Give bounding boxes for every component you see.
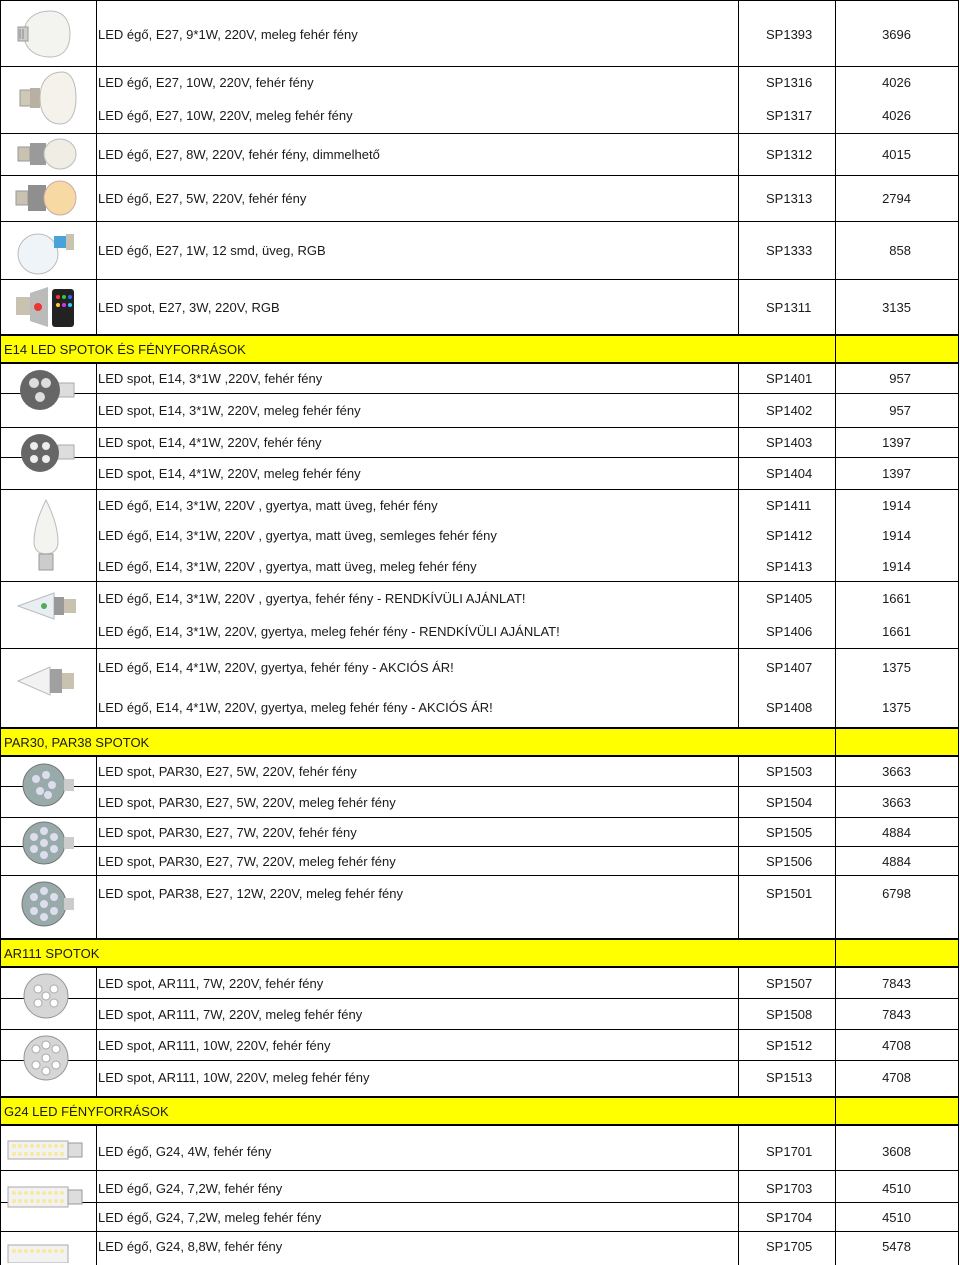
row-divider bbox=[0, 393, 958, 394]
table-row bbox=[0, 458, 958, 488]
product-code: SP1704 bbox=[766, 1209, 813, 1225]
row-divider bbox=[0, 1029, 958, 1030]
product-price: 2794 bbox=[882, 190, 911, 206]
product-price: 1914 bbox=[882, 527, 911, 543]
section-header-g24 bbox=[0, 1096, 958, 1126]
row-divider bbox=[0, 221, 958, 222]
par30-spot-image bbox=[6, 760, 86, 810]
product-description: LED spot, PAR30, E27, 7W, 220V, meleg fehér fény bbox=[98, 853, 396, 869]
product-description: LED égő, E27, 5W, 220V, fehér fény bbox=[98, 190, 307, 206]
table-row bbox=[0, 968, 958, 998]
table-row bbox=[0, 615, 958, 647]
column-divider bbox=[96, 757, 97, 938]
product-price: 3608 bbox=[882, 1143, 911, 1159]
section-title: PAR30, PAR38 SPOTOK bbox=[4, 734, 150, 750]
bulb-image bbox=[6, 178, 86, 218]
product-price: 5478 bbox=[882, 1238, 911, 1254]
table-row bbox=[0, 1232, 958, 1260]
product-price: 4510 bbox=[882, 1209, 911, 1225]
par38-spot-image bbox=[6, 878, 86, 930]
product-description: LED égő, E27, 10W, 220V, meleg fehér fény bbox=[98, 107, 353, 123]
row-divider bbox=[0, 581, 958, 582]
bulb-image bbox=[6, 68, 86, 128]
product-code: SP1412 bbox=[766, 527, 813, 543]
table-row bbox=[0, 1134, 958, 1168]
column-divider bbox=[96, 0, 97, 334]
product-code: SP1505 bbox=[766, 824, 813, 840]
product-price: 4884 bbox=[882, 824, 911, 840]
row-divider bbox=[0, 279, 958, 280]
candle-bulb-image bbox=[6, 586, 86, 626]
product-code: SP1405 bbox=[766, 590, 813, 606]
ar111-spot-image bbox=[6, 970, 86, 1022]
bulb-image bbox=[6, 6, 86, 62]
product-code: SP1504 bbox=[766, 794, 813, 810]
table-row bbox=[0, 222, 958, 278]
row-divider bbox=[0, 998, 958, 999]
bulb-image bbox=[6, 136, 86, 172]
product-price: 4026 bbox=[882, 107, 911, 123]
row-divider bbox=[0, 846, 958, 847]
product-description: LED spot, E14, 4*1W, 220V, meleg fehér fény bbox=[98, 465, 361, 481]
product-code: SP1406 bbox=[766, 623, 813, 639]
table-row bbox=[0, 66, 958, 98]
row-divider bbox=[0, 786, 958, 787]
product-description: LED spot, PAR30, E27, 7W, 220V, fehér fény bbox=[98, 824, 357, 840]
product-description: LED égő, E27, 9*1W, 220V, meleg fehér fény bbox=[98, 26, 358, 42]
section-title: G24 LED FÉNYFORRÁSOK bbox=[4, 1103, 169, 1119]
table-border bbox=[958, 0, 959, 1265]
table-row bbox=[0, 280, 958, 334]
product-description: LED spot, AR111, 7W, 220V, meleg fehér fény bbox=[98, 1006, 363, 1022]
column-divider bbox=[96, 1126, 97, 1265]
product-price: 957 bbox=[889, 370, 911, 386]
table-row bbox=[0, 520, 958, 550]
spot-image bbox=[6, 366, 86, 414]
product-price: 1397 bbox=[882, 434, 911, 450]
table-row bbox=[0, 134, 958, 174]
row-divider bbox=[0, 66, 958, 67]
section-title: E14 LED SPOTOK ÉS FÉNYFORRÁSOK bbox=[4, 341, 246, 357]
product-price: 3663 bbox=[882, 763, 911, 779]
row-divider bbox=[0, 875, 958, 876]
product-description: LED égő, E14, 4*1W, 220V, gyertya, meleg fehér fény - AKCIÓS ÁR! bbox=[98, 699, 493, 715]
column-divider bbox=[738, 757, 739, 938]
product-price: 1914 bbox=[882, 497, 911, 513]
product-code: SP1311 bbox=[766, 299, 812, 315]
product-price: 4510 bbox=[882, 1180, 911, 1196]
product-code: SP1705 bbox=[766, 1238, 813, 1254]
product-description: LED égő, E14, 3*1W, 220V , gyertya, matt üveg, fehér fény bbox=[98, 497, 438, 513]
product-code: SP1313 bbox=[766, 190, 813, 206]
product-description: LED égő, E27, 10W, 220V, fehér fény bbox=[98, 74, 314, 90]
product-price: 1661 bbox=[882, 590, 911, 606]
table-row bbox=[0, 490, 958, 520]
product-description: LED spot, E14, 3*1W ,220V, fehér fény bbox=[98, 370, 323, 386]
rgb-spot-image bbox=[6, 282, 86, 332]
candle-bulb-image bbox=[6, 494, 86, 574]
product-price: 4015 bbox=[882, 146, 911, 162]
product-description: LED égő, E14, 4*1W, 220V, gyertya, fehér fény - AKCIÓS ÁR! bbox=[98, 659, 454, 675]
column-divider bbox=[96, 968, 97, 1096]
column-divider bbox=[835, 0, 836, 1265]
product-description: LED égő, G24, 7,2W, fehér fény bbox=[98, 1180, 283, 1196]
table-row bbox=[0, 98, 958, 132]
product-description: LED égő, G24, 7,2W, meleg fehér fény bbox=[98, 1209, 322, 1225]
par30-spot-image bbox=[6, 818, 86, 868]
column-divider bbox=[738, 1126, 739, 1265]
row-divider bbox=[0, 489, 958, 490]
table-row bbox=[0, 1030, 958, 1060]
product-code: SP1703 bbox=[766, 1180, 813, 1196]
product-price: 3663 bbox=[882, 794, 911, 810]
column-divider bbox=[738, 364, 739, 727]
product-description: LED égő, E27, 8W, 220V, fehér fény, dimmelhető bbox=[98, 146, 380, 162]
product-description: LED spot, AR111, 10W, 220V, fehér fény bbox=[98, 1037, 331, 1053]
product-description: LED spot, E14, 3*1W, 220V, meleg fehér fény bbox=[98, 402, 361, 418]
product-code: SP1312 bbox=[766, 146, 813, 162]
product-price: 7843 bbox=[882, 975, 911, 991]
row-divider bbox=[0, 648, 958, 649]
table-row bbox=[0, 876, 958, 910]
table-row bbox=[0, 649, 958, 685]
product-price: 858 bbox=[889, 242, 911, 258]
product-code: SP1508 bbox=[766, 1006, 813, 1022]
product-code: SP1402 bbox=[766, 402, 813, 418]
table-row bbox=[0, 1061, 958, 1093]
product-description: LED égő, E14, 3*1W, 220V , gyertya, fehér fény - RENDKÍVÜLI AJÁNLAT! bbox=[98, 590, 526, 606]
product-price: 4884 bbox=[882, 853, 911, 869]
section-header-ar111 bbox=[0, 938, 958, 968]
product-code: SP1512 bbox=[766, 1037, 813, 1053]
table-row bbox=[0, 757, 958, 785]
product-code: SP1501 bbox=[766, 885, 813, 901]
product-price: 6798 bbox=[882, 885, 911, 901]
row-divider bbox=[0, 133, 958, 134]
g24-lamp-image bbox=[6, 1236, 86, 1265]
table-row bbox=[0, 818, 958, 846]
product-code: SP1413 bbox=[766, 558, 813, 574]
table-row bbox=[0, 787, 958, 817]
product-code: SP1393 bbox=[766, 26, 813, 42]
g24-lamp-image bbox=[6, 1132, 86, 1168]
product-description: LED spot, AR111, 7W, 220V, fehér fény bbox=[98, 975, 324, 991]
candle-bulb-image bbox=[6, 652, 86, 710]
table-border bbox=[0, 0, 1, 1265]
bulb-image bbox=[6, 224, 86, 276]
product-code: SP1503 bbox=[766, 763, 813, 779]
table-row bbox=[0, 847, 958, 875]
spot-image bbox=[6, 430, 86, 476]
table-row bbox=[0, 1203, 958, 1231]
g24-lamp-image bbox=[6, 1178, 86, 1216]
column-divider bbox=[738, 0, 739, 334]
row-divider bbox=[0, 1202, 958, 1203]
product-code: SP1401 bbox=[766, 370, 813, 386]
table-row bbox=[0, 1172, 958, 1204]
product-description: LED égő, E14, 3*1W, 220V, gyertya, meleg fehér fény - RENDKÍVÜLI AJÁNLAT! bbox=[98, 623, 560, 639]
product-price: 1375 bbox=[882, 659, 911, 675]
table-row bbox=[0, 551, 958, 581]
column-divider bbox=[738, 968, 739, 1096]
table-row bbox=[0, 582, 958, 614]
product-code: SP1701 bbox=[766, 1143, 813, 1159]
product-description: LED égő, E27, 1W, 12 smd, üveg, RGB bbox=[98, 242, 326, 258]
table-row bbox=[0, 428, 958, 456]
product-description: LED spot, PAR30, E27, 5W, 220V, fehér fény bbox=[98, 763, 357, 779]
table-row bbox=[0, 176, 958, 220]
product-price: 4708 bbox=[882, 1037, 911, 1053]
product-price: 1375 bbox=[882, 699, 911, 715]
table-row bbox=[0, 687, 958, 727]
section-header-par30 bbox=[0, 727, 958, 757]
product-price: 3696 bbox=[882, 26, 911, 42]
section-title: AR111 SPOTOK bbox=[4, 945, 100, 961]
row-divider bbox=[0, 427, 958, 428]
product-code: SP1411 bbox=[766, 497, 812, 513]
product-code: SP1316 bbox=[766, 74, 813, 90]
product-code: SP1317 bbox=[766, 107, 813, 123]
row-divider bbox=[0, 175, 958, 176]
section-header-e14 bbox=[0, 334, 958, 364]
product-price: 4708 bbox=[882, 1069, 911, 1085]
product-price: 1914 bbox=[882, 558, 911, 574]
product-code: SP1407 bbox=[766, 659, 813, 675]
product-code: SP1513 bbox=[766, 1069, 813, 1085]
product-price: 7843 bbox=[882, 1006, 911, 1022]
row-divider bbox=[0, 1231, 958, 1232]
product-description: LED spot, PAR38, E27, 12W, 220V, meleg fehér fény bbox=[98, 885, 403, 901]
product-description: LED spot, E27, 3W, 220V, RGB bbox=[98, 299, 280, 315]
column-divider bbox=[96, 364, 97, 727]
product-description: LED spot, AR111, 10W, 220V, meleg fehér fény bbox=[98, 1069, 370, 1085]
column-divider bbox=[835, 334, 836, 364]
product-price: 1397 bbox=[882, 465, 911, 481]
product-description: LED égő, G24, 4W, fehér fény bbox=[98, 1143, 272, 1159]
product-code: SP1408 bbox=[766, 699, 813, 715]
product-code: SP1506 bbox=[766, 853, 813, 869]
product-price: 3135 bbox=[882, 299, 911, 315]
row-divider bbox=[0, 457, 958, 458]
table-row bbox=[0, 394, 958, 426]
product-price: 1661 bbox=[882, 623, 911, 639]
table-row bbox=[0, 2, 958, 66]
row-divider bbox=[0, 0, 958, 1]
row-divider bbox=[0, 1060, 958, 1061]
product-price: 957 bbox=[889, 402, 911, 418]
product-description: LED spot, PAR30, E27, 5W, 220V, meleg fehér fény bbox=[98, 794, 396, 810]
product-code: SP1507 bbox=[766, 975, 813, 991]
product-code: SP1333 bbox=[766, 242, 813, 258]
product-description: LED spot, E14, 4*1W, 220V, fehér fény bbox=[98, 434, 322, 450]
product-description: LED égő, G24, 8,8W, fehér fény bbox=[98, 1238, 283, 1254]
product-description: LED égő, E14, 3*1W, 220V , gyertya, matt üveg, semleges fehér fény bbox=[98, 527, 497, 543]
row-divider bbox=[0, 1170, 958, 1171]
product-description: LED égő, E14, 3*1W, 220V , gyertya, matt üveg, meleg fehér fény bbox=[98, 558, 477, 574]
table-row bbox=[0, 364, 958, 392]
ar111-spot-image bbox=[6, 1032, 86, 1084]
product-code: SP1404 bbox=[766, 465, 813, 481]
table-row bbox=[0, 999, 958, 1029]
product-code: SP1403 bbox=[766, 434, 813, 450]
row-divider bbox=[0, 817, 958, 818]
product-price: 4026 bbox=[882, 74, 911, 90]
